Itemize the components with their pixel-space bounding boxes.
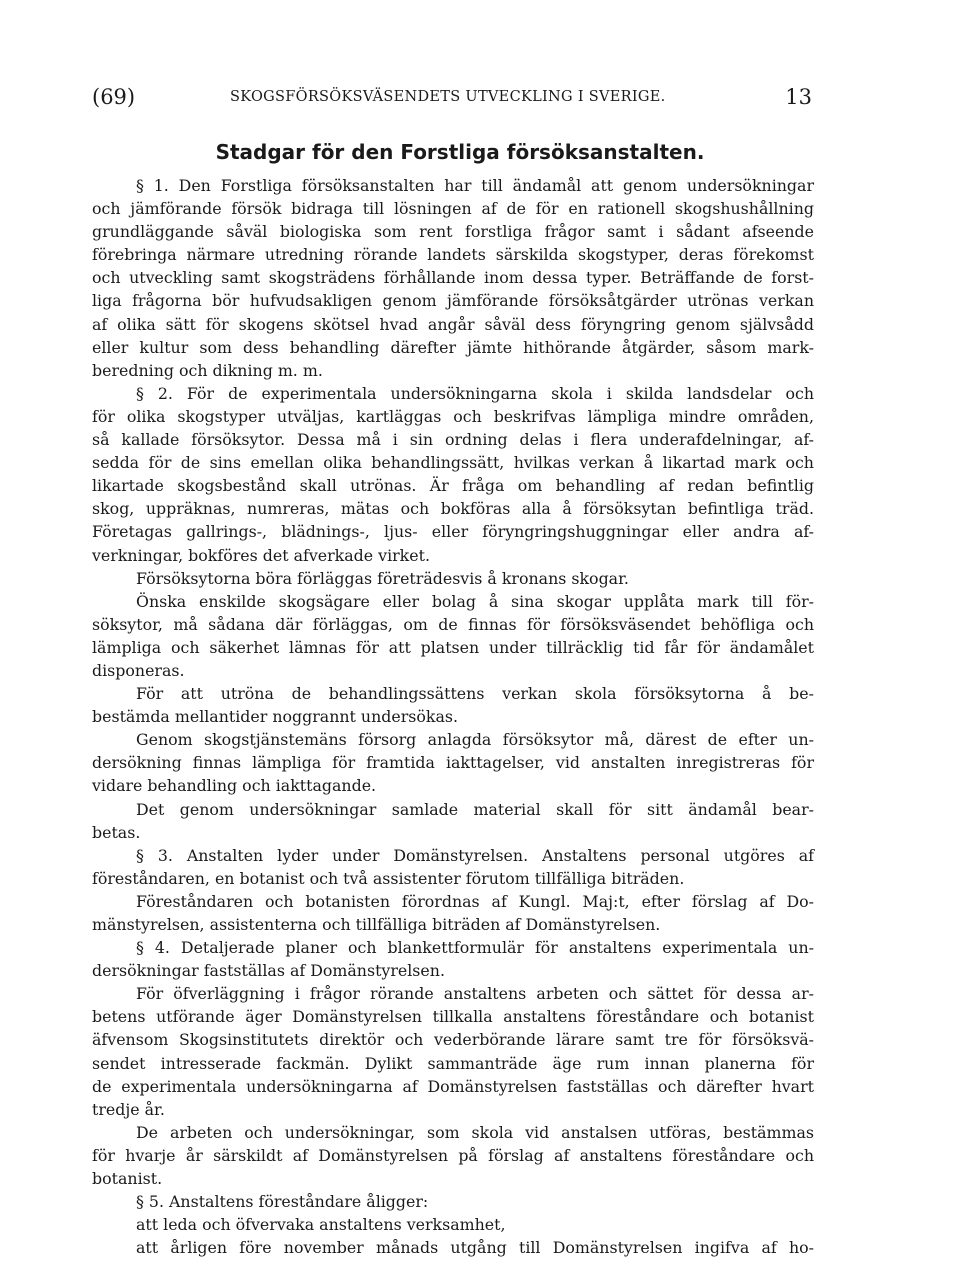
- text-line: dersökningar fastställas af Domänstyrelsen.: [92, 961, 445, 981]
- text-line: för hvarje år särskildt af Domänstyrelsen på förslag af anstaltens föreståndare och: [92, 1145, 814, 1165]
- text-line: Företagas gallrings-, blädnings-, ljus- eller föryngringshuggningar eller andra af-: [92, 522, 814, 542]
- text-line: verkningar, bokföres det afverkade virket.: [92, 545, 430, 565]
- text-line: betens utförande äger Domänstyrelsen tillkalla anstaltens föreståndare och botanist: [92, 1007, 814, 1027]
- text-line: Önska enskilde skogsägare eller bolag å sina skogar upplåta mark till för-: [136, 591, 814, 611]
- text-line: dersökning finnas lämpliga för framtida iakttagelser, vid anstalten inregistreras för: [92, 753, 814, 773]
- page-number: 13: [785, 85, 812, 109]
- text-line: § 2. För de experimentala undersökningarna skola i skilda landsdelar och: [136, 383, 814, 403]
- text-line: § 4. Detaljerade planer och blankettformulär för anstaltens experimentala un-: [136, 938, 814, 958]
- text-line: betas.: [92, 822, 141, 842]
- text-line: § 3. Anstalten lyder under Domänstyrelsen. Anstaltens personal utgöres af: [136, 845, 814, 865]
- text-line: förebringa närmare utredning rörande landets särskilda skogstyper, deras förekomst: [92, 245, 814, 265]
- text-line: sendet intresserade fackmän. Dylikt sammanträde äge rum innan planerna för: [92, 1053, 814, 1073]
- text-line: För öfverläggning i frågor rörande anstaltens arbeten och sättet för dessa ar-: [136, 984, 814, 1004]
- text-line: likartade skogsbestånd skall utrönas. Är fråga om behandling af redan befintlig: [92, 476, 814, 496]
- text-line: och utveckling samt skogsträdens förhållande inom dessa typer. Beträffande de forst-: [92, 268, 814, 288]
- text-line: Det genom undersökningar samlade material skall för sitt ändamål bear-: [136, 799, 814, 819]
- text-line: Genom skogstjänstemäns försorg anlagda försöksytor må, därest de efter un-: [136, 730, 814, 750]
- text-line: § 1. Den Forstliga försöksanstalten har till ändamål att genom undersökningar: [136, 176, 814, 195]
- text-line: af olika sätt för skogens skötsel hvad angår såväl dess föryngring genom självsådd: [92, 314, 814, 334]
- text-line: liga frågorna bör hufvudsakligen genom jämförande försöksåtgärder utrönas verkan: [92, 291, 814, 311]
- text-line: söksytor, må sådana där förläggas, om de finnas för försöksväsendet behöfliga och: [92, 614, 814, 634]
- text-line: Försöksytorna böra förläggas företrädesvis å kronans skogar.: [136, 568, 629, 588]
- text-line: för olika skogstyper utväljas, kartläggas och beskrifvas lämpliga mindre områden,: [92, 406, 814, 426]
- text-line: att årligen före november månads utgång till Domänstyrelsen ingifva af ho-: [136, 1238, 814, 1258]
- text-line: de experimentala undersökningarna af Domänstyrelsen fastställas och därefter hvart: [92, 1076, 814, 1096]
- text-line: De arbeten och undersökningar, som skola vid anstalsen utföras, bestämmas: [136, 1122, 814, 1142]
- text-line: vidare behandling och iakttagande.: [92, 776, 377, 796]
- text-line: grundläggande såväl biologiska som rent forstliga frågor samt i sådant afseende: [92, 222, 814, 242]
- text-line: att leda och öfvervaka anstaltens verksamhet,: [136, 1215, 506, 1235]
- running-header: [92, 82, 812, 112]
- text-line: skog, uppräknas, numreras, mätas och bokföras alla å försöksytan befintliga träd.: [92, 499, 814, 519]
- text-line: och jämförande försök bidraga till lösningen af de för en rationell skogshushållning: [92, 199, 814, 219]
- text-line: sedda för de sins emellan olika behandlingssätt, hvilkas verkan å likartad mark och: [92, 453, 814, 473]
- text-line: § 5. Anstaltens föreståndare åligger:: [136, 1192, 429, 1212]
- text-line: disponeras.: [92, 660, 185, 680]
- text-line: Föreståndaren och botanisten förordnas af Kungl. Maj:t, efter förslag af Do-: [136, 891, 814, 911]
- text-line: eller kultur som dess behandling därefter jämte hithörande åtgärder, såsom mark-: [92, 337, 814, 357]
- text-line: föreståndaren, en botanist och två assistenter förutom tillfälliga biträden.: [92, 868, 685, 888]
- text-line: så kallade försöksytor. Dessa må i sin ordning delas i flera underafdelningar, af-: [92, 430, 814, 450]
- text-line: För att utröna de behandlingssättens verkan skola försöksytorna å be-: [136, 684, 814, 704]
- text-line: botanist.: [92, 1169, 163, 1189]
- text-line: mänstyrelsen, assistenterna och tillfälliga biträden af Domänstyrelsen.: [92, 915, 661, 934]
- body-text: [92, 174, 814, 1259]
- text-line: lämpliga och säkerhet lämnas för att platsen under tillräcklig tid får för ändamålet: [92, 637, 814, 657]
- text-line: beredning och dikning m. m.: [92, 360, 323, 380]
- text-line: bestämda mellantider noggrannt undersökas.: [92, 707, 459, 727]
- header-title: SKOGSFÖRSÖKSVÄSENDETS UTVECKLING I SVERIGE.: [230, 89, 666, 105]
- text-line: äfvensom Skogsinstitutets direktör och vederbörande lärare samt tre för försöksvä-: [92, 1030, 814, 1050]
- header-section-number: (69): [92, 85, 136, 109]
- document-title: Stadgar för den Forstliga försöksanstalten.: [215, 140, 705, 164]
- text-line: tredje år.: [92, 1099, 165, 1119]
